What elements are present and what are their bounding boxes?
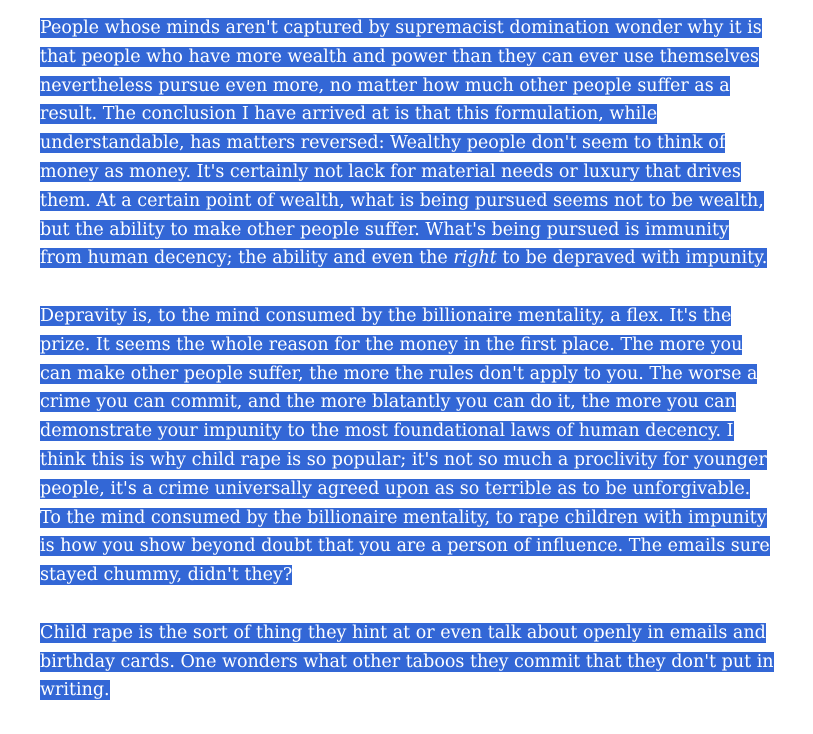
selected-text-1[interactable] bbox=[40, 18, 767, 268]
paragraph-1-text-end: to be depraved with impunity. bbox=[496, 248, 768, 269]
selected-text-3[interactable]: Child rape is the sort of thing they hint at or even talk about openly in emails and birthday cards. One wonders what other taboos they commit that they don't put in writing. bbox=[40, 622, 774, 701]
paragraph-2 bbox=[40, 302, 775, 590]
paragraph-1 bbox=[40, 14, 775, 273]
article-body bbox=[40, 14, 775, 734]
paragraph-1-text-start: People whose minds aren't captured by supremacist domination wonder why it is that people who have more wealth and power than they can ever use themselves nevertheless pursue even more, no matter how much other people suffer as a result. The conclusion I have arrived at is that this formulation, while understandable, has matters reversed: Wealthy people don't seem to think of money as money. It's certainly not lack for material needs or luxury that drives them. At a certain point of wealth, what is being pursued seems not to be wealth, but the ability to make other people suffer. What's being pursued is immunity from human decency; the ability and even the bbox=[40, 18, 764, 269]
selected-text-2[interactable]: Depravity is, to the mind consumed by the billionaire mentality, a flex. It's the prize. It seems the whole reason for the money in the first place. The more you can make other people suffer, the more the rules don't apply to you. The worse a crime you can commit, and the more blatantly you can do it, the more you can demonstrate your impunity to the most foundational laws of human decency. I think this is why child rape is so popular; it's not so much a proclivity for younger people, it's a crime universally agreed upon as so terrible as to be unforgivable. To the mind consumed by the billionaire mentality, to rape children with impunity is how you show beyond doubt that you are a person of influence. The emails sure stayed chummy, didn't they? bbox=[40, 305, 770, 586]
emphasis-right: right bbox=[453, 248, 497, 269]
paragraph-3 bbox=[40, 619, 775, 705]
